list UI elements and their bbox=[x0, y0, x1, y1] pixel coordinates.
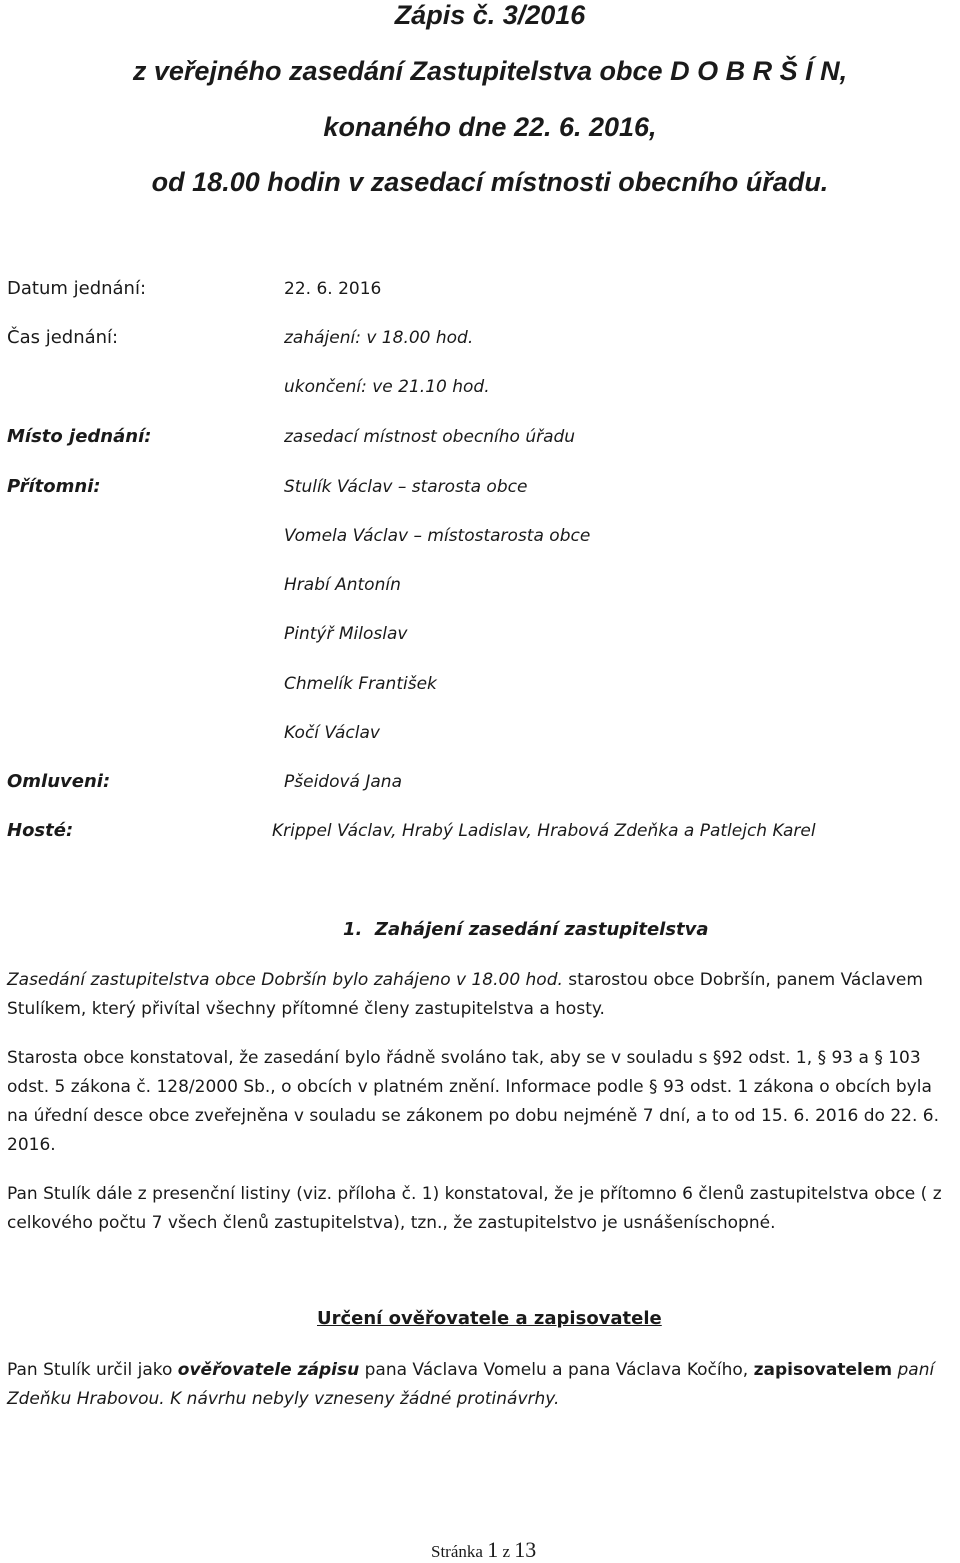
text-run: Pan Stulík určil jako bbox=[7, 1360, 178, 1380]
text-run: 93 odst. 1 zákona o obcích byla na úřední desce obce zveřejněna v souladu se zákonem po dobu nejméně 7 dní, a to od 15. 6. 2016 do 22. 6. 2016. bbox=[7, 1077, 939, 1155]
section-1-heading bbox=[343, 919, 709, 940]
cas-end: ukončení: ve 21.10 hod. bbox=[284, 377, 490, 397]
text-run: 103 odst. 5 zákona č. 128/2000 Sb., o obcích v platném znění. Informace podle bbox=[7, 1048, 921, 1097]
paragraph-sign: § bbox=[874, 1048, 883, 1068]
section-1-paragraph-2 bbox=[7, 1044, 947, 1160]
opening-sentence: Zasedání zastupitelstva obce Dobršín bylo zahájeno v 18.00 hod. bbox=[7, 970, 563, 990]
attendee: Kočí Václav bbox=[284, 723, 380, 743]
datum-value: 22. 6. 2016 bbox=[284, 279, 382, 299]
attendee: Pintýř Miloslav bbox=[284, 624, 408, 644]
page-number: 1 bbox=[487, 1537, 499, 1562]
attendee: Stulík Václav – starosta obce bbox=[284, 477, 528, 497]
text-run: pana Václava Vomelu a pana Václava Kočího, bbox=[359, 1360, 754, 1380]
misto-value: zasedací místnost obecního úřadu bbox=[284, 427, 576, 447]
section-1-paragraph-3: Pan Stulík dále z presenční listiny (viz. příloha č. 1) konstatoval, že je přítomno 6 členů zastupitelstva obce ( z celkového počtu 7 všech členů zastupitelstva), tzn., že zastupitelstvo je usnášeníschopné. bbox=[7, 1184, 942, 1233]
meeting-title: z veřejného zasedání Zastupitelstva obce D O B R Š Í N, bbox=[132, 56, 848, 86]
paragraph-sign: § bbox=[649, 1077, 658, 1097]
pritomni-label: Přítomni: bbox=[7, 476, 101, 497]
misto-label: Místo jednání: bbox=[7, 426, 152, 447]
attendee: Hrabí Antonín bbox=[284, 575, 401, 595]
section-2-paragraph bbox=[7, 1356, 947, 1414]
attendee: Chmelík František bbox=[284, 674, 437, 694]
omluveni-label: Omluveni: bbox=[7, 771, 111, 792]
text-run: 92 odst. 1, bbox=[721, 1048, 818, 1068]
footer-of: z bbox=[502, 1542, 510, 1561]
cas-label: Čas jednání: bbox=[7, 327, 119, 348]
section-1-number: 1. bbox=[343, 919, 363, 940]
paragraph-sign: § bbox=[712, 1048, 722, 1068]
attendee: Vomela Václav – místostarosta obce bbox=[284, 526, 591, 546]
datum-label: Datum jednání: bbox=[7, 278, 147, 299]
section-1-title: Zahájení zasedání zastupitelstva bbox=[374, 919, 709, 940]
footer-word: Stránka bbox=[431, 1542, 483, 1561]
section-2-heading: Určení ověřovatele a zapisovatele bbox=[317, 1308, 662, 1329]
recorder-term: zapisovatelem bbox=[753, 1360, 893, 1380]
verifier-term: ověřovatele zápisu bbox=[177, 1360, 360, 1380]
text-run: 93 a bbox=[826, 1048, 875, 1068]
page-footer bbox=[431, 1537, 536, 1563]
cas-start: zahájení: v 18.00 hod. bbox=[284, 328, 474, 348]
section-1-paragraph-1 bbox=[7, 966, 947, 1024]
hoste-value: Krippel Václav, Hrabý Ladislav, Hrabová Zdeňka a Patlejch Karel bbox=[272, 821, 816, 841]
hoste-label: Hosté: bbox=[7, 820, 74, 841]
document-title: Zápis č. 3/2016 bbox=[394, 0, 586, 30]
paragraph-sign: § bbox=[817, 1048, 827, 1068]
text-run: Starosta obce konstatoval, že zasedání bylo řádně svoláno tak, aby se v souladu s bbox=[7, 1048, 713, 1068]
opening-rest: starostou obce Dobršín, panem Václavem Stulíkem, který přivítal všechny přítomné členy zastupitelstva a hosty. bbox=[7, 970, 923, 1019]
page-total: 13 bbox=[514, 1537, 537, 1562]
meeting-date-line: konaného dne 22. 6. 2016, bbox=[323, 112, 657, 142]
omluveni-value: Pšeidová Jana bbox=[284, 772, 402, 792]
text-run: paní Zdeňku Hrabovou. K návrhu nebyly vzneseny žádné protinávrhy. bbox=[7, 1360, 935, 1409]
meeting-place-line: od 18.00 hodin v zasedací místnosti obecního úřadu. bbox=[151, 167, 829, 197]
